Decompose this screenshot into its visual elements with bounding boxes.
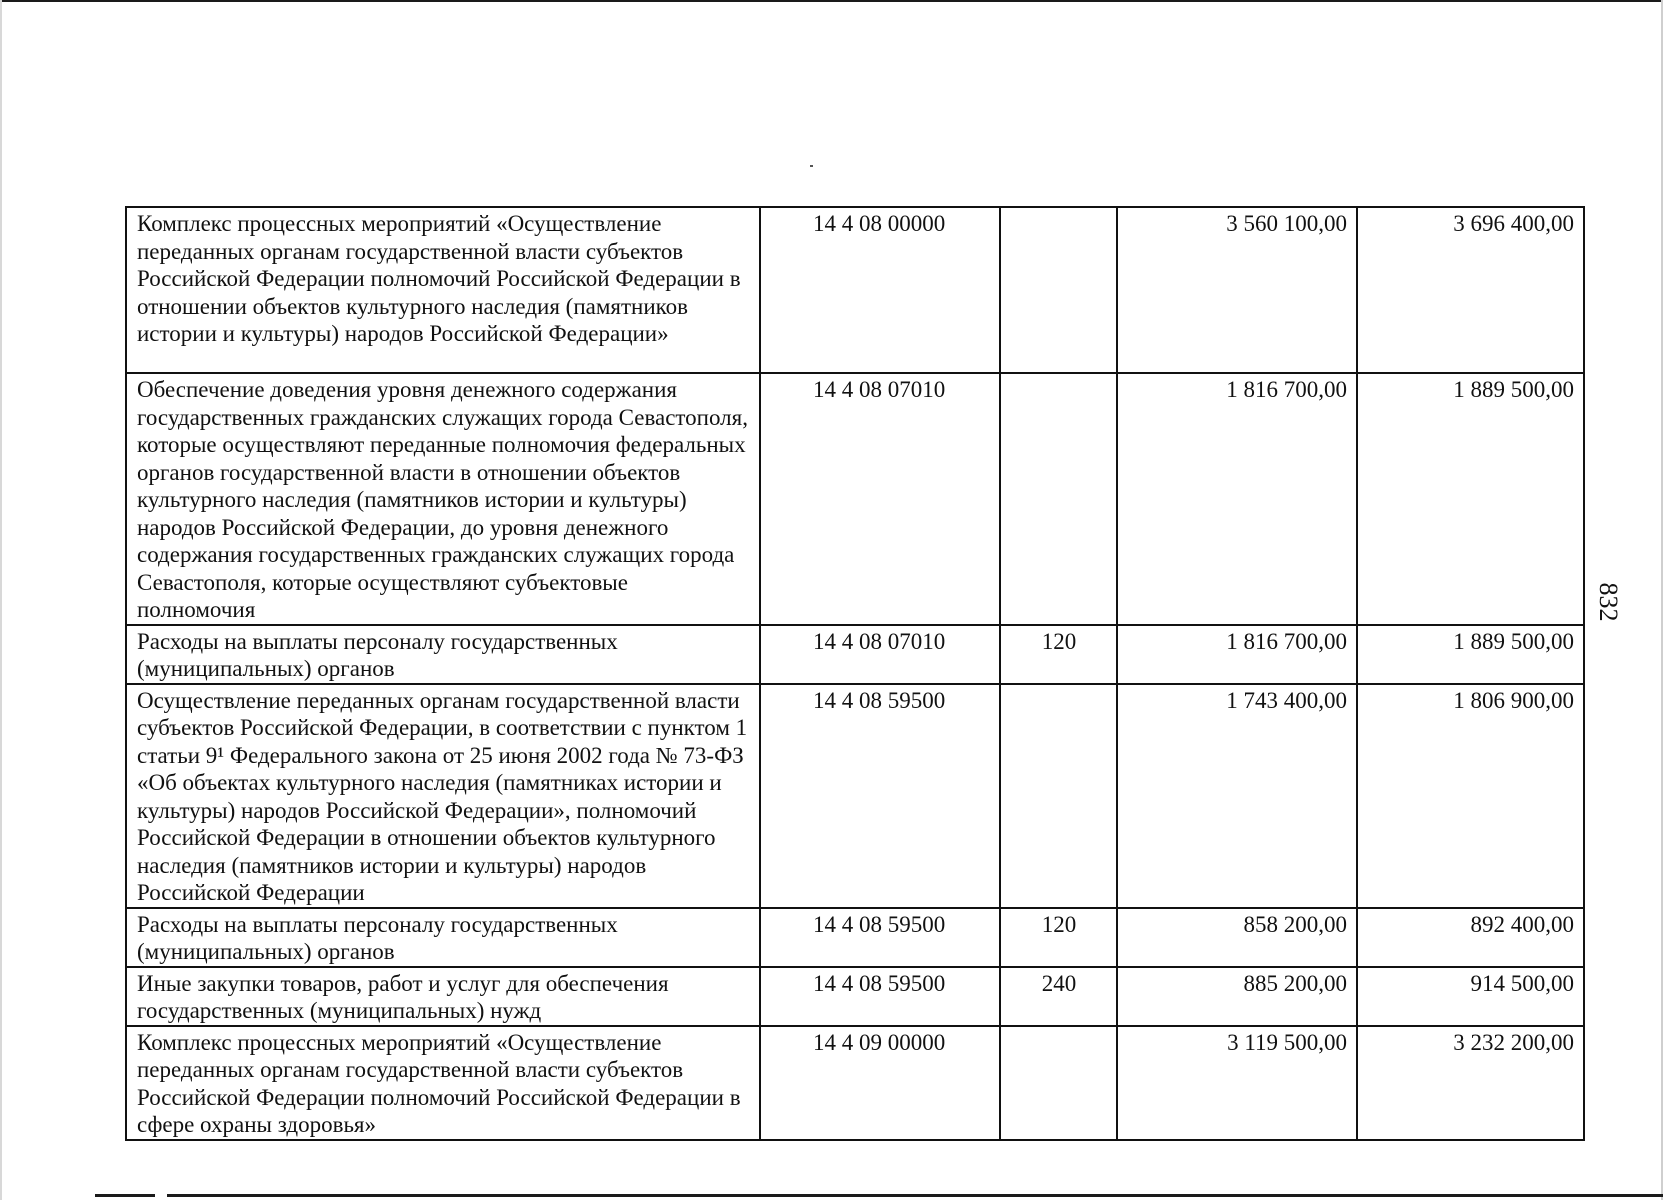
table-row: [126, 684, 1584, 908]
row-target-code: 14 4 08 59500: [760, 684, 1000, 908]
row-target-code: 14 4 08 07010: [760, 625, 1000, 684]
row-name: Иные закупки товаров, работ и услуг для обеспечения государственных (муниципальных) нужд: [126, 967, 760, 1026]
table-row: [126, 1026, 1584, 1140]
row-amount-2: 914 500,00: [1357, 967, 1584, 1026]
row-amount-2: 892 400,00: [1357, 908, 1584, 967]
row-expense-type: [1000, 1026, 1117, 1140]
scan-speck: [810, 165, 813, 167]
row-expense-type: 120: [1000, 908, 1117, 967]
row-name: Расходы на выплаты персоналу государственных (муниципальных) органов: [126, 625, 760, 684]
page-number: 832: [1594, 582, 1623, 622]
row-amount-1: 3 119 500,00: [1117, 1026, 1357, 1140]
row-target-code: 14 4 09 00000: [760, 1026, 1000, 1140]
row-amount-2: 1 889 500,00: [1357, 625, 1584, 684]
table-row: [126, 207, 1584, 373]
row-amount-2: 1 806 900,00: [1357, 684, 1584, 908]
row-expense-type: 120: [1000, 625, 1117, 684]
table-row: [126, 967, 1584, 1026]
row-name: Комплекс процессных мероприятий «Осуществление переданных органам государственной власти субъектов Российской Федерации полномочий Российской Федерации в сфере охраны здоровья»: [126, 1026, 760, 1140]
row-name: Комплекс процессных мероприятий «Осуществление переданных органам государственной власти субъектов Российской Федерации полномочий Российской Федерации в отношении объектов культурного наследия (памятников истории и культуры) народов Российской Федерации»: [126, 207, 760, 373]
scan-top-border: [0, 0, 1663, 2]
table-row: [126, 625, 1584, 684]
row-name: Расходы на выплаты персоналу государственных (муниципальных) органов: [126, 908, 760, 967]
scan-bottom-border: [95, 1194, 1663, 1197]
table-row: [126, 908, 1584, 967]
row-target-code: 14 4 08 59500: [760, 967, 1000, 1026]
scan-left-edge: [0, 0, 2, 1200]
row-target-code: 14 4 08 59500: [760, 908, 1000, 967]
row-amount-1: 1 816 700,00: [1117, 373, 1357, 625]
row-target-code: 14 4 08 00000: [760, 207, 1000, 373]
row-amount-1: 1 743 400,00: [1117, 684, 1357, 908]
row-expense-type: [1000, 684, 1117, 908]
row-amount-1: 885 200,00: [1117, 967, 1357, 1026]
row-amount-2: 3 232 200,00: [1357, 1026, 1584, 1140]
table-row: [126, 373, 1584, 625]
row-expense-type: [1000, 373, 1117, 625]
row-name: Осуществление переданных органам государственной власти субъектов Российской Федерации, в соответствии с пунктом 1 статьи 9¹ Федерального закона от 25 июня 2002 года № 73-ФЗ «Об объектах культурного наследия (памятниках истории и культуры) народов Российской Федерации», полномочий Российской Федерации в отношении объектов культурного наследия (памятников истории и культуры) народов Российской Федерации: [126, 684, 760, 908]
row-amount-1: 3 560 100,00: [1117, 207, 1357, 373]
budget-table: [125, 206, 1585, 1141]
row-amount-2: 3 696 400,00: [1357, 207, 1584, 373]
row-amount-1: 1 816 700,00: [1117, 625, 1357, 684]
row-amount-2: 1 889 500,00: [1357, 373, 1584, 625]
row-name: Обеспечение доведения уровня денежного содержания государственных гражданских служащих города Севастополя, которые осуществляют переданные полномочия федеральных органов государственной власти в отношении объектов культурного наследия (памятников истории и культуры) народов Российской Федерации, до уровня денежного содержания государственных гражданских служащих города Севастополя, которые осуществляют субъектовые полномочия: [126, 373, 760, 625]
row-amount-1: 858 200,00: [1117, 908, 1357, 967]
row-target-code: 14 4 08 07010: [760, 373, 1000, 625]
scan-bottom-gap: [155, 1193, 167, 1198]
row-expense-type: [1000, 207, 1117, 373]
row-expense-type: 240: [1000, 967, 1117, 1026]
